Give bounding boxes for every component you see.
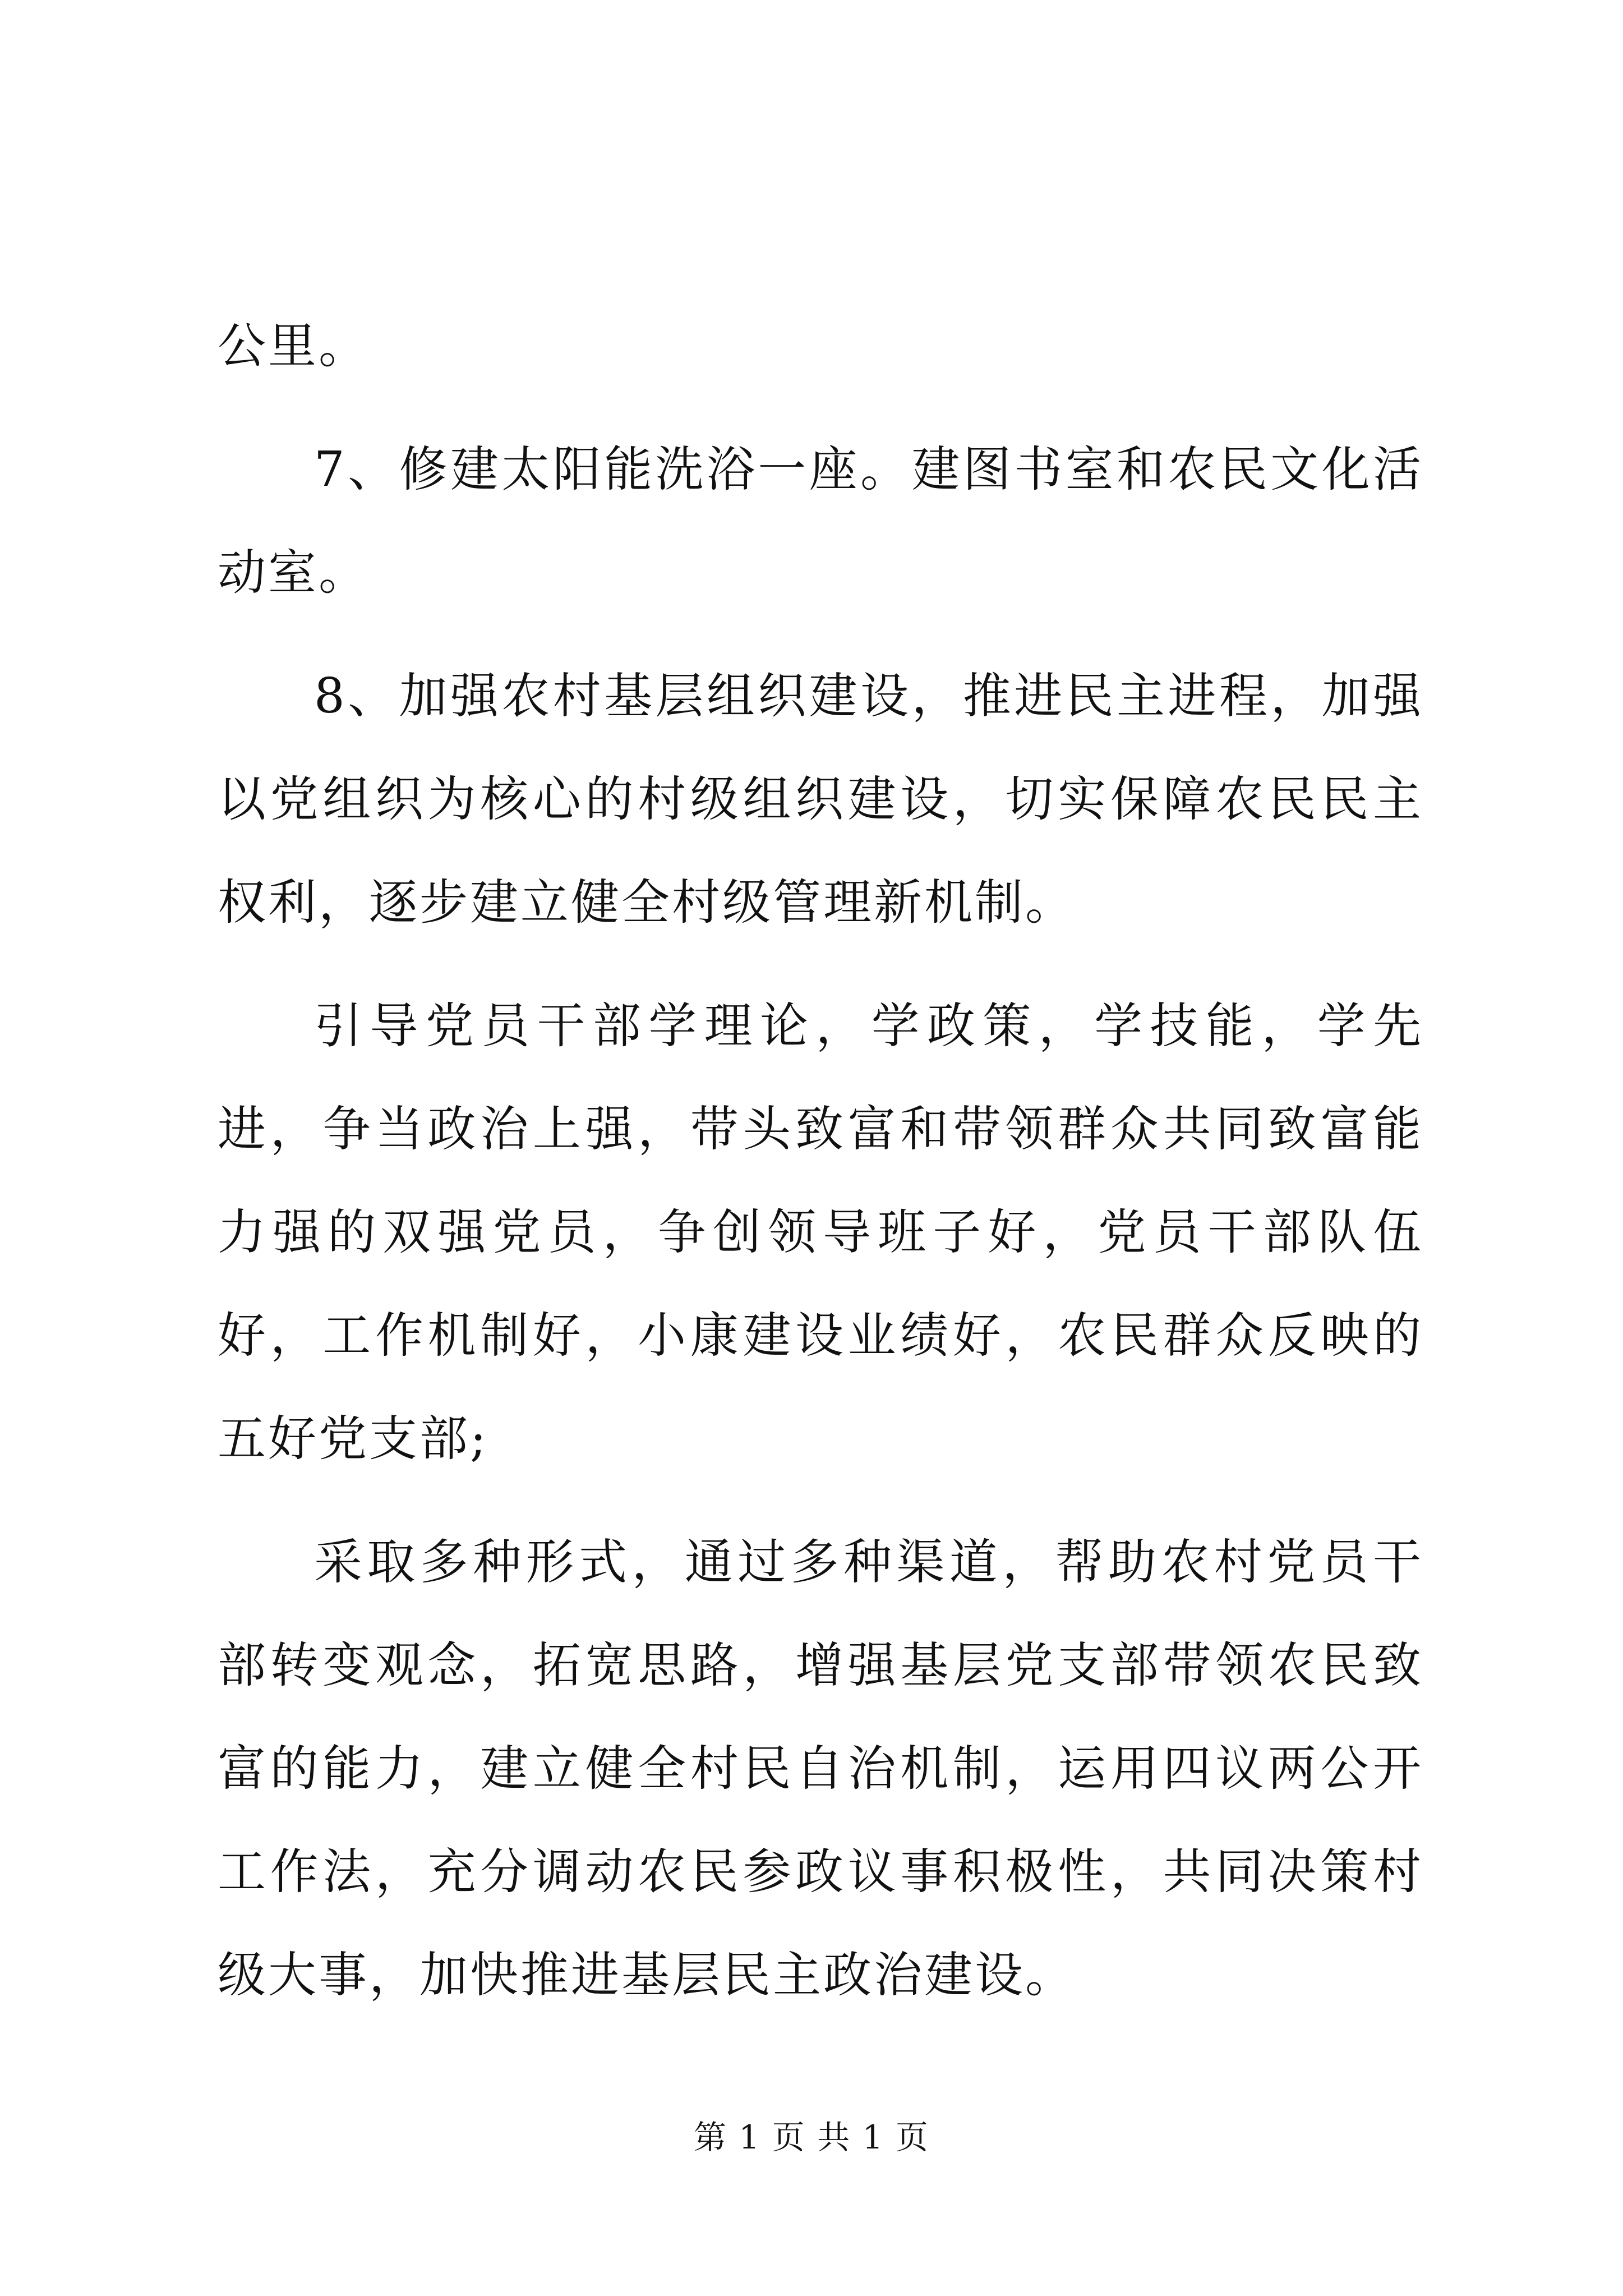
paragraph-party-members: 引导党员干部学理论，学政策，学技能，学先进，争当政治上强，带头致富和带领群众共同致富能力强的双强党员，争创领导班子好，党员干部队伍好，工作机制好，小康建设业绩好，农民群众反映的五好党支部; (218, 998, 1423, 1467)
paragraph-continuation: 公里。 (218, 318, 369, 374)
paragraph-item-8: 8、加强农村基层组织建设，推进民主进程，加强以党组织为核心的村级组织建设，切实保障农民民主权利，逐步建立健全村级管理新机制。 (218, 668, 1423, 931)
paragraph-item-7: 7、修建太阳能洗浴一座。建图书室和农民文化活动室。 (218, 441, 1423, 601)
document-body (218, 295, 1423, 2047)
page-footer: 第 1 页 共 1 页 (694, 2118, 929, 2156)
paragraph-village-autonomy: 采取多种形式，通过多种渠道，帮助农村党员干部转变观念，拓宽思路，增强基层党支部带领农民致富的能力，建立健全村民自治机制，运用四议两公开工作法，充分调动农民参政议事积极性，共同决策村级大事，加快推进基层民主政治建设。 (218, 1534, 1423, 2003)
